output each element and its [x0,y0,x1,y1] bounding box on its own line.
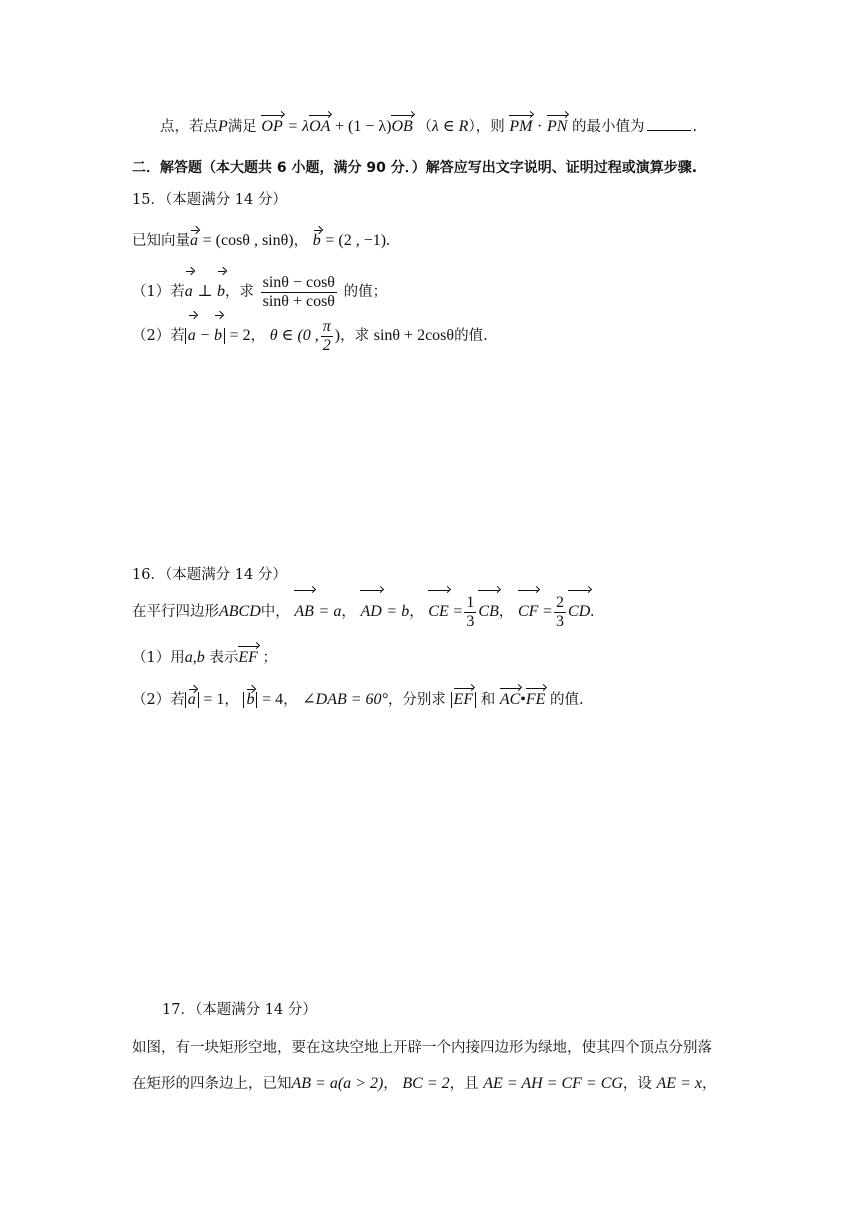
abs-a-minus-b: a − b [185,328,225,344]
q17-header: 17．（本题满分 14 分） [162,1002,317,1018]
one-third: $\frac{1}{3}$ [466,593,475,630]
section-heading: 二．解答题（本大题共 6 小题，满分 90 分．）解答应写出文字说明、证明过程或演算步骤. [132,160,698,176]
q15-part1: （1）若a ⊥ b，求 $\frac{\sin\theta - \cos\theta}{\sin\theta + \cos\theta}$ 的值； [132,272,387,312]
problem-14-continuation: 点，若点P满足 OP = λOA + (1 − λ)OB （λ ∈ R），则 PM · PN 的最小值为 . [160,118,698,135]
q17-line2: 在矩形的四条边上，已知AB = a(a > 2)， BC = 2，且 AE = AH = CF = CG，设 AE = x， [132,1075,717,1092]
q16-header: 16．（本题满分 14 分） [132,567,287,583]
q17-line1: 如图，有一块矩形空地，要在这块空地上开辟一个内接四边形为绿地，使其四个顶点分别落 [132,1040,712,1056]
answer-blank [647,130,691,131]
abs-a: a [185,692,199,708]
q15-header: 15．（本题满分 14 分） [132,192,287,208]
abs-b: b [243,692,257,708]
q16-part2: （2）若 a = 1， b = 4， ∠DAB = 60°，分别求 EF 和 AC•FE 的值. [132,691,584,708]
abs-ef: EF [451,692,477,708]
q15-part2: （2）若 a − b = 2， θ ∈ (0 , $\frac{\pi}{2}$ )，求 sinθ + 2cosθ的值. [132,316,488,356]
pi-over-2: $\frac{\pi}{2}$ [322,317,331,354]
q15-fraction: $\frac{\sin\theta - \cos\theta}{\sin\theta + \cos\theta}$ [262,273,335,310]
two-thirds: $\frac{2}{3}$ [556,593,565,630]
q15-given: 已知向量a = (cosθ , sinθ)， b = (2 , −1). [132,232,391,249]
q16-part1: （1）用a,b 表示EF ； [132,649,277,666]
q16-given: 在平行四边形ABCD中， AB = a， AD = b， CE = $\frac{1}{3}$ CB， CF = $\frac{2}{3}$ CD. [132,592,594,632]
